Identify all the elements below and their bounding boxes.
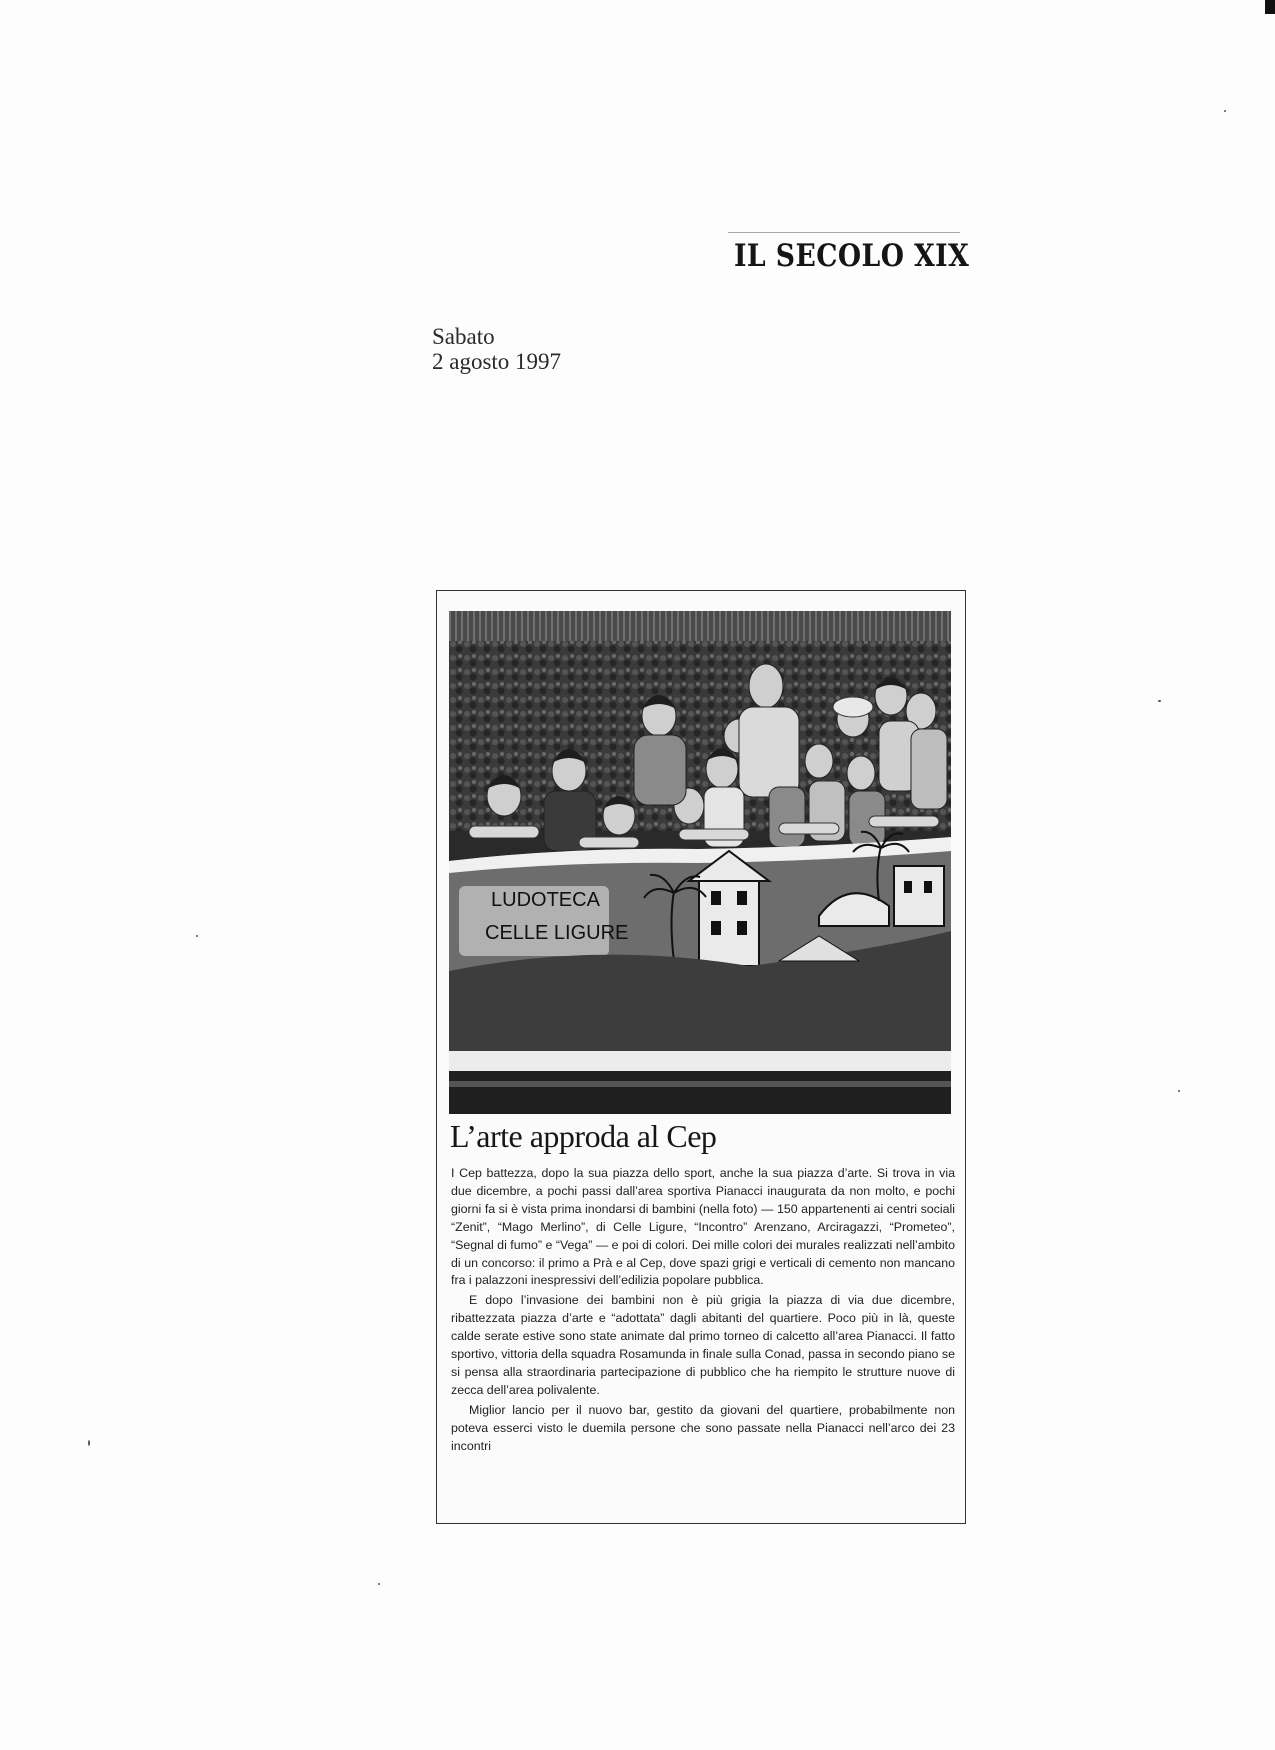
article-body [451,1165,955,1458]
dateline [432,324,561,374]
article-photo [449,611,951,1114]
date-weekday: Sabato [432,324,495,349]
article-paragraph: Miglior lancio per il nuovo bar, gestito da giovani del quartiere, probabilmente non poteva esserci visto le duemila persone che sono passate nella Pianacci nell’arco dei 23 incontri [451,1402,955,1453]
scan-speck [196,935,198,937]
photo-banner-line1: LUDOTECA [491,889,600,911]
scan-speck [88,1440,90,1446]
scan-speck [1224,110,1226,112]
article-clipping [436,590,966,1524]
article-headline: L’arte approda al Cep [450,1118,717,1154]
scan-speck [1158,700,1161,702]
photo-banner-line2: CELLE LIGURE [485,922,629,944]
masthead-rule [728,232,960,233]
date-full: 2 agosto 1997 [432,349,562,374]
scan-speck [378,1583,380,1585]
article-paragraph: I Cep battezza, dopo la sua piazza dello sport, anche la sua piazza d’arte. Si trova in via due dicembre, a pochi passi dall’area sportiva Pianacci inaugurata da non molto, e pochi giorni fa si è vista prima inondarsi di bambini (nella foto) — 150 appartenenti ai centri sociali “Zenit”, “Mago Merlino”, di Celle Ligure, “Incontro” Arenzano, Arciragazzi, “Prometeo”, “Segnal di fumo” e “Vega” — e poi di colori. Dei mille colori dei murales realizzati nell’ambito di un concorso: il primo a Prà e al Cep, dove spazi grigi e verticali di cemento non mancano fra i palazzoni inespressivi dell’edilizia popolare pubblica. [451,1166,955,1288]
scan-speck [1178,1090,1180,1092]
photo-icon [449,611,951,1114]
article-paragraph: E dopo l’invasione dei bambini non è più grigia la piazza di via due dicembre, ribattezzata piazza d’arte e “adottata” dagli abitanti del quartiere. Poco più in là, queste calde serate estive sono state animate dal primo torneo di calcetto all’area Pianacci. Il fatto sportivo, vittoria della squadra Rosamunda in finale sulla Conad, passa in secondo piano se si pensa alla straordinaria partecipazione di pubblico che ha riempito le strutture nuove di zecca dell’area polivalente. [451,1293,955,1397]
newspaper-masthead: IL SECOLO XIX [734,238,970,274]
scan-edge-mark [1265,0,1275,14]
